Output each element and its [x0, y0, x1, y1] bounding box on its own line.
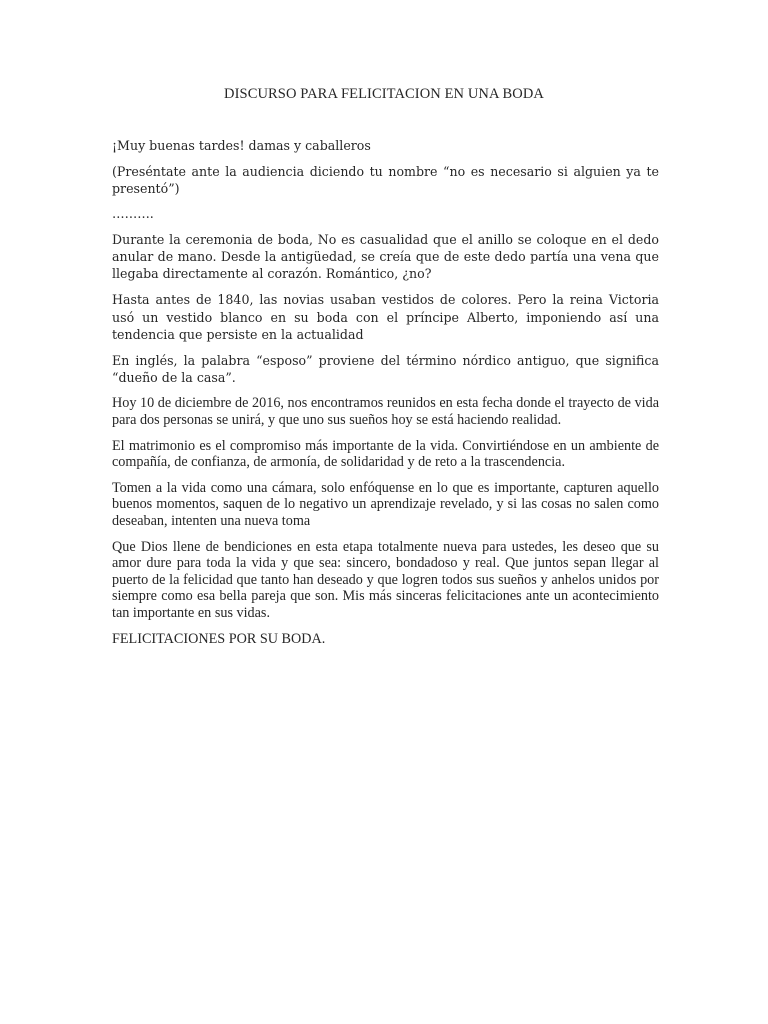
document-body [112, 137, 659, 656]
marriage-commitment-paragraph: El matrimonio es el compromiso más importante de la vida. Convirtiéndose en un ambiente de compañía, de confianza, de armonía, de solidaridad y de reto a la trascendencia. [112, 437, 659, 471]
closing-congratulations-paragraph: FELICITACIONES POR SU BODA. [112, 630, 326, 647]
camera-advice-paragraph: Tomen a la vida como una cámara, solo enfóquense en lo que es importante, capturen aquello buenos momentos, saquen de lo negativo un aprendizaje revelado, y si las cosas no salen como deseaban, intenten una nueva toma [112, 479, 659, 529]
husband-etymology-paragraph: En inglés, la palabra “esposo” proviene del término nórdico antiguo, que significa “dueño de la casa”. [112, 353, 659, 386]
greeting-paragraph: ¡Muy buenas tardes! damas y caballeros [112, 138, 371, 153]
ellipsis-paragraph: ………. [112, 205, 154, 221]
document-title: DISCURSO PARA FELICITACION EN UNA BODA [224, 86, 544, 102]
white-dress-paragraph: Hasta antes de 1840, las novias usaban vestidos de colores. Pero la reina Victoria usó un vestido blanco en su boda con el príncipe Alberto, imponiendo así una tendencia que persiste en la actualidad [112, 292, 659, 342]
introduction-note-paragraph: (Preséntate ante la audiencia diciendo tu nombre “no es necesario si alguien ya te presentó”) [112, 164, 659, 197]
ring-tradition-paragraph: Durante la ceremonia de boda, No es casualidad que el anillo se coloque en el dedo anular de mano. Desde la antigüedad, se creía que de este dedo partía una vena que llegaba directamente al corazón. Romántico, ¿no? [112, 231, 659, 282]
blessings-paragraph: Que Dios llene de bendiciones en esta etapa totalmente nueva para ustedes, les deseo que su amor dure para toda la vida y que sea: sincero, bondadoso y real. Que juntos sepan llegar al puerto de la felicidad que tanto han deseado y que logren todos sus sueños y anhelos unidos por siempre como esa bella pareja que son. Mis más sinceras felicitaciones ante un acontecimiento tan importante en sus vidas. [112, 538, 659, 621]
wedding-date-paragraph: Hoy 10 de diciembre de 2016, nos encontramos reunidos en esta fecha donde el trayecto de vida para dos personas se unirá, y que uno sus sueños hoy se está haciendo realidad. [112, 395, 659, 429]
